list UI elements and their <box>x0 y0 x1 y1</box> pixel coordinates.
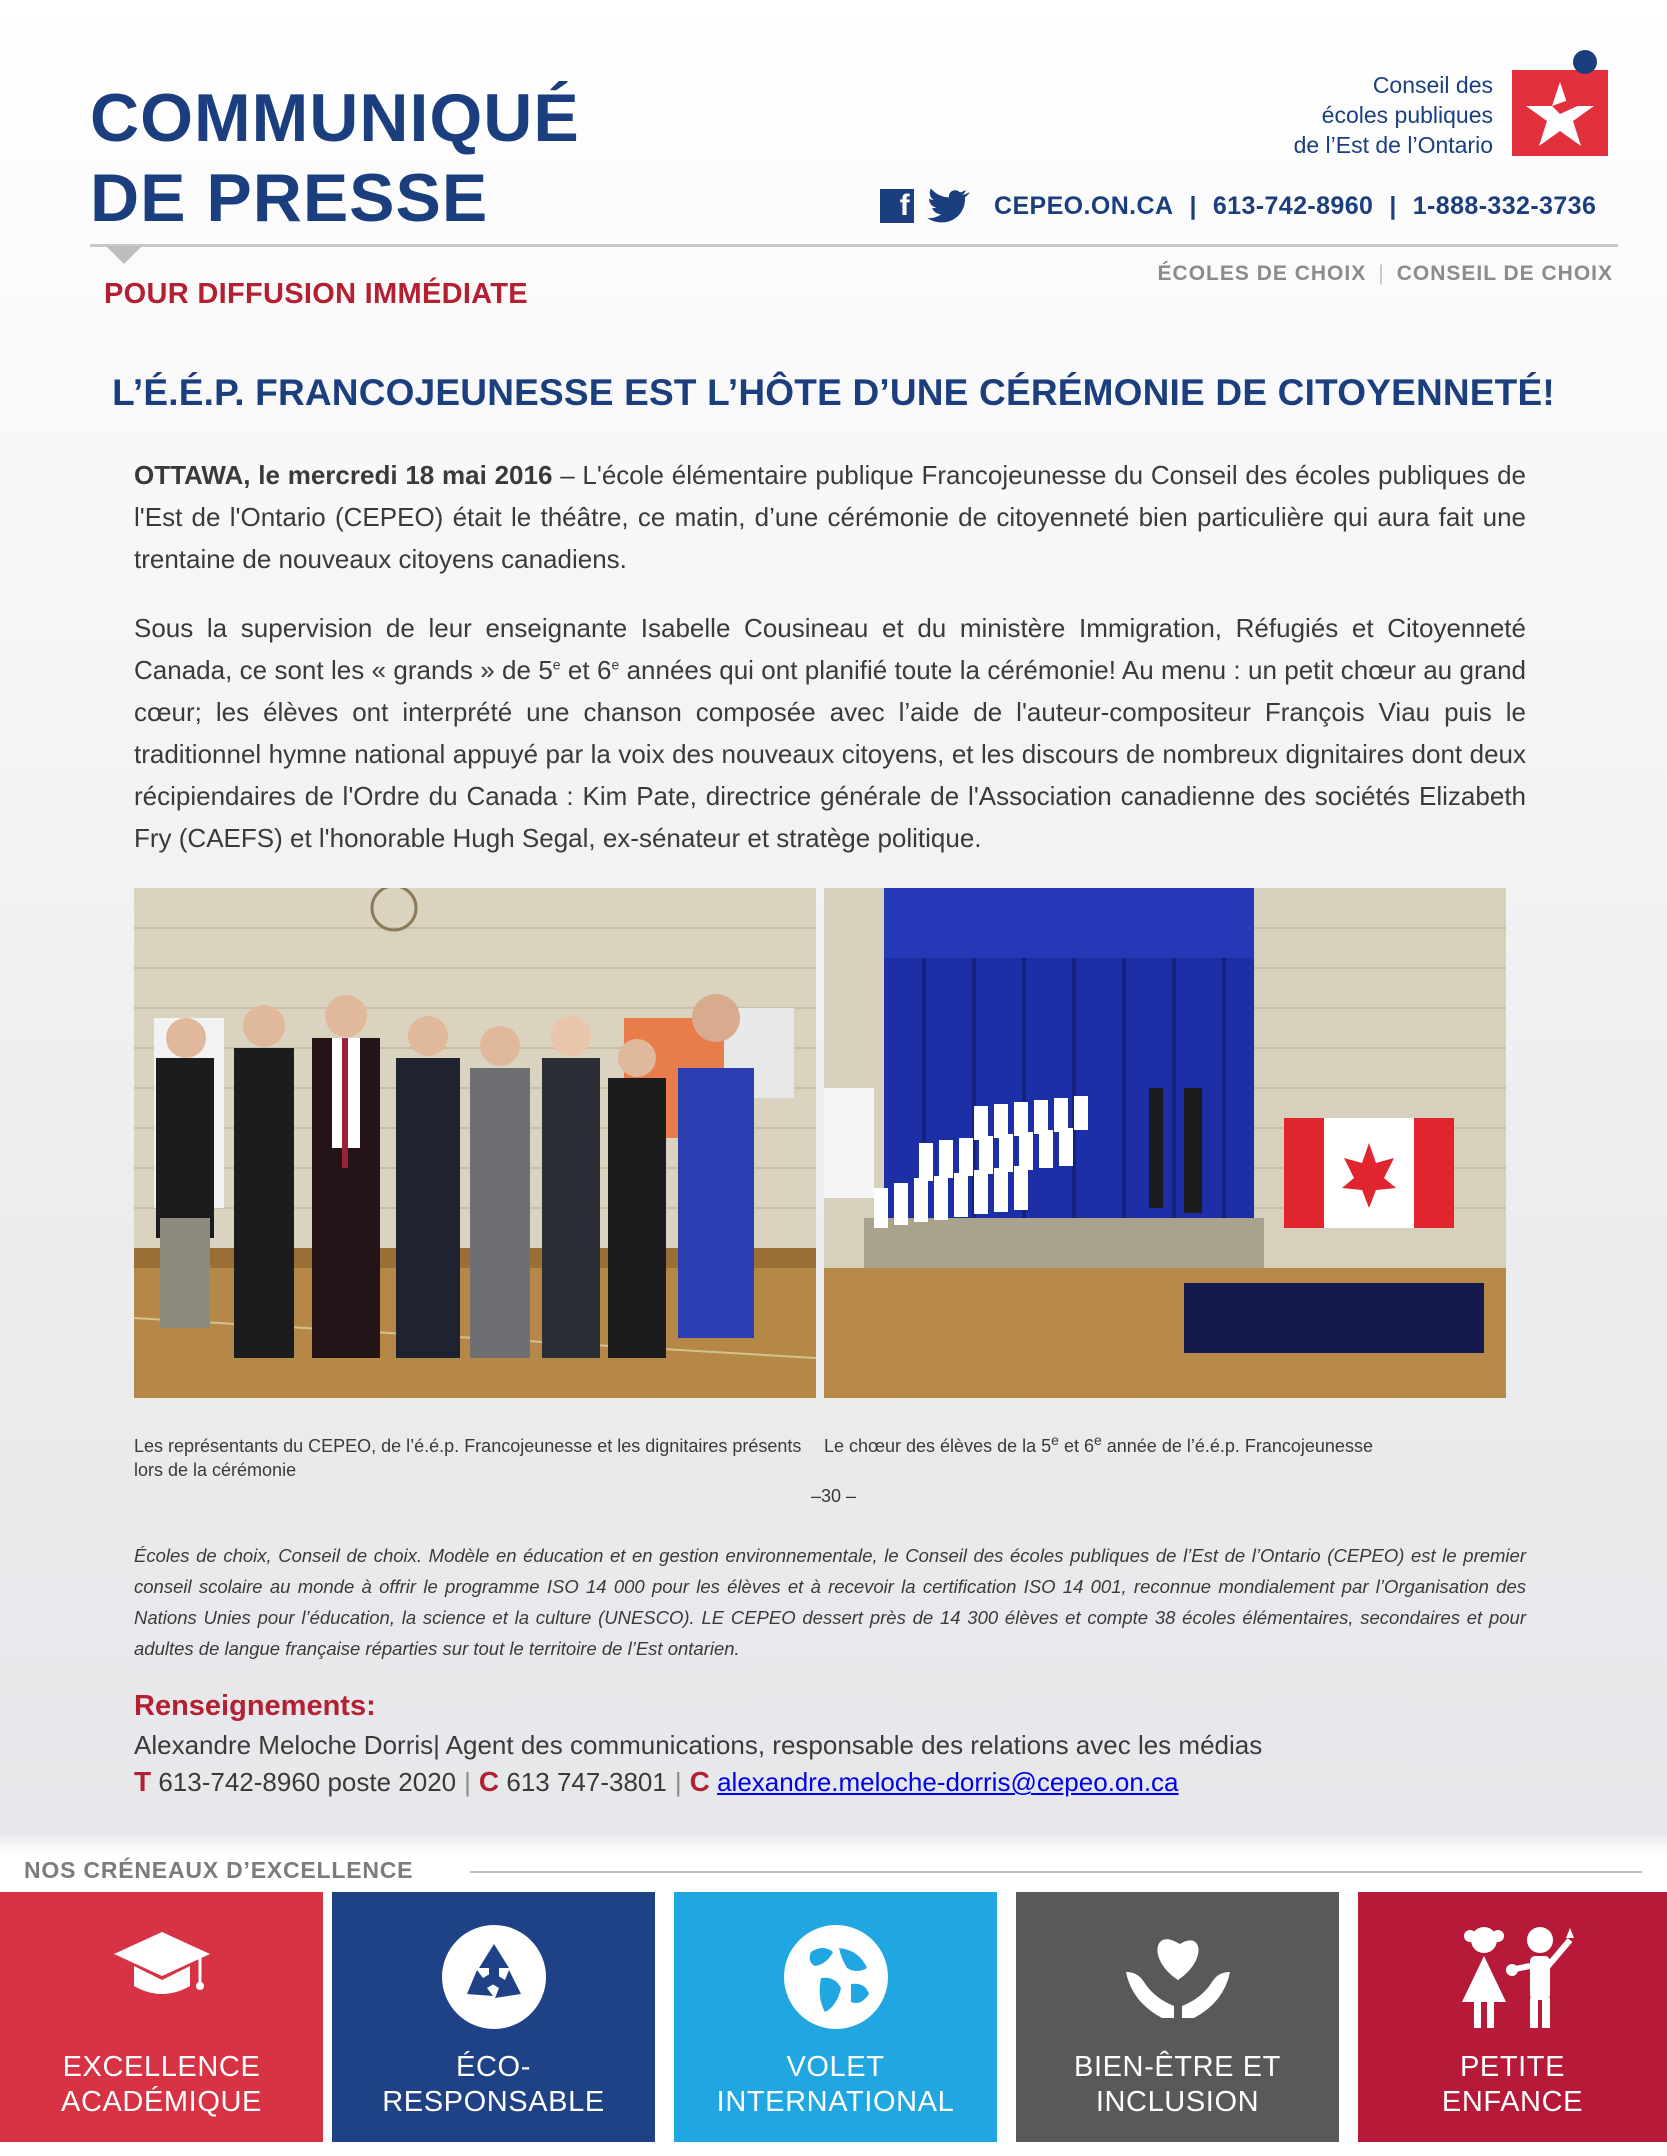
globe-icon <box>781 1922 891 2032</box>
phone-value: 613-742-8960 poste 2020 <box>151 1767 457 1797</box>
photo-representatives <box>134 888 816 1398</box>
website-link[interactable]: CEPEO.ON.CA <box>994 191 1174 220</box>
contact-details: T 613-742-8960 poste 2020 | C 613 747-3801 | C alexandre.meloche-dorris@cepeo.on.ca <box>134 1766 1179 1797</box>
tile-volet-international[interactable]: VOLET INTERNATIONAL <box>674 1892 997 2142</box>
tagline: ÉCOLES DE CHOIX | CONSEIL DE CHOIX <box>1157 262 1613 285</box>
end-mark: –30 – <box>810 1486 857 1506</box>
paragraph-2: Sous la supervision de leur enseignante Isabelle Cousineau et du ministère Immigration, Réfugiés et Citoyenneté Canada, ce sont les « grands » de 5e et 6e années qui ont planifié toute la cérémonie! Au menu : un petit chœur au grand cœur; les élèves ont interprété une chanson composée avec l’aide de l'auteur-compositeur François Viau puis le traditionnel hymne national appuyé par la voix des nouveaux citoyens, et les discours de nombreux dignitaires dont deux récipiendaires de l'Ordre du Canada : Kim Pate, directrice générale de l'Association canadienne des sociétés Elizabeth Fry (CAEFS) et l'honorable Hugh Segal, ex-sénateur et stratège politique. <box>134 613 1526 853</box>
cepeo-logo <box>1512 70 1608 156</box>
release-label: POUR DIFFUSION IMMÉDIATE <box>104 278 528 310</box>
article-headline: L’É.É.P. FRANCOJEUNESSE EST L’HÔTE D’UNE CÉRÉMONIE DE CITOYENNETÉ! <box>112 372 1555 413</box>
cell-value: 613 747-3801 <box>499 1767 667 1797</box>
graduation-cap-icon <box>112 1922 212 2012</box>
paragraph-1: OTTAWA, le mercredi 18 mai 2016 – L'école élémentaire publique Francojeunesse du Conseil des écoles publiques de l'Est de l'Ontario (CEPEO) était le théâtre, ce matin, d’une cérémonie de citoyenneté bien particulière qui aura fait une trentaine de nouveaux citoyens canadiens. <box>134 460 1526 574</box>
tile-bien-etre-inclusion[interactable]: BIEN-ÊTRE ET INCLUSION <box>1016 1892 1339 2142</box>
phone-local: 613-742-8960 <box>1212 191 1374 220</box>
phone-key: T <box>134 1766 152 1797</box>
organization-name: Conseil des écoles publiques de l’Est de l’Ontario <box>1293 72 1493 158</box>
footer-divider <box>470 1871 1642 1873</box>
caption-left: Les représentants du CEPEO, de l’é.é.p. Francojeunesse et les dignitaires présents lors de la cérémonie <box>134 1436 802 1480</box>
page-title: COMMUNIQUÉ DE PRESSE <box>90 80 580 236</box>
children-icon <box>1448 1922 1578 2032</box>
header-divider <box>90 244 1618 247</box>
caption-right: Le chœur des élèves de la 5e et 6e année de l’é.é.p. Francojeunesse <box>824 1432 1373 1456</box>
cell-key: C <box>478 1766 500 1797</box>
choir-photo-image <box>824 888 1506 1398</box>
logo-dot <box>1573 50 1597 74</box>
tile-petite-enfance[interactable]: PETITE ENFANCE <box>1358 1892 1667 2142</box>
phone-tollfree: 1-888-332-3736 <box>1412 191 1597 220</box>
heart-hands-icon <box>1118 1922 1238 2032</box>
tile-eco-responsable[interactable]: ÉCO- RESPONSABLE <box>332 1892 655 2142</box>
representatives-photo-image <box>134 888 816 1398</box>
tile-excellence-academique[interactable]: EXCELLENCE ACADÉMIQUE <box>0 1892 323 2142</box>
email-key: C <box>689 1766 710 1797</box>
photo-choir <box>824 888 1506 1398</box>
star-figure-icon <box>1512 70 1608 156</box>
recycle-icon <box>439 1922 549 2032</box>
header-notch <box>106 246 142 264</box>
contact-row: f CEPEO.ON.CA | 613-742-8960 | 1-888-332-3736 <box>880 188 1596 224</box>
about-cepeo: Écoles de choix, Conseil de choix. Modèle en éducation et en gestion environnementale, le Conseil des écoles publiques de l’Est de l’Ontario (CEPEO) est le premier conseil scolaire au monde à offrir le programme ISO 14 000 pour les élèves et à recevoir la certification ISO 14 001, reconnue mondialement par l’Organisation des Nations Unies pour l’éducation, la science et la culture (UNESCO). LE CEPEO dessert près de 14 300 élèves et compte 38 écoles élémentaires, secondaires et pour adultes de langue française réparties sur tout le territoire de l’Est ontarien. <box>134 1545 1526 1659</box>
dateline: OTTAWA, le mercredi 18 mai 2016 <box>134 460 553 490</box>
footer-label: NOS CRÉNEAUX D’EXCELLENCE <box>24 1857 414 1883</box>
facebook-icon[interactable]: f <box>880 189 914 223</box>
contact-person: Alexandre Meloche Dorris| Agent des communications, responsable des relations avec les médias <box>134 1730 1263 1760</box>
twitter-icon[interactable] <box>924 189 970 223</box>
email-link[interactable]: alexandre.meloche-dorris@cepeo.on.ca <box>717 1767 1179 1797</box>
info-title: Renseignements: <box>134 1690 376 1722</box>
